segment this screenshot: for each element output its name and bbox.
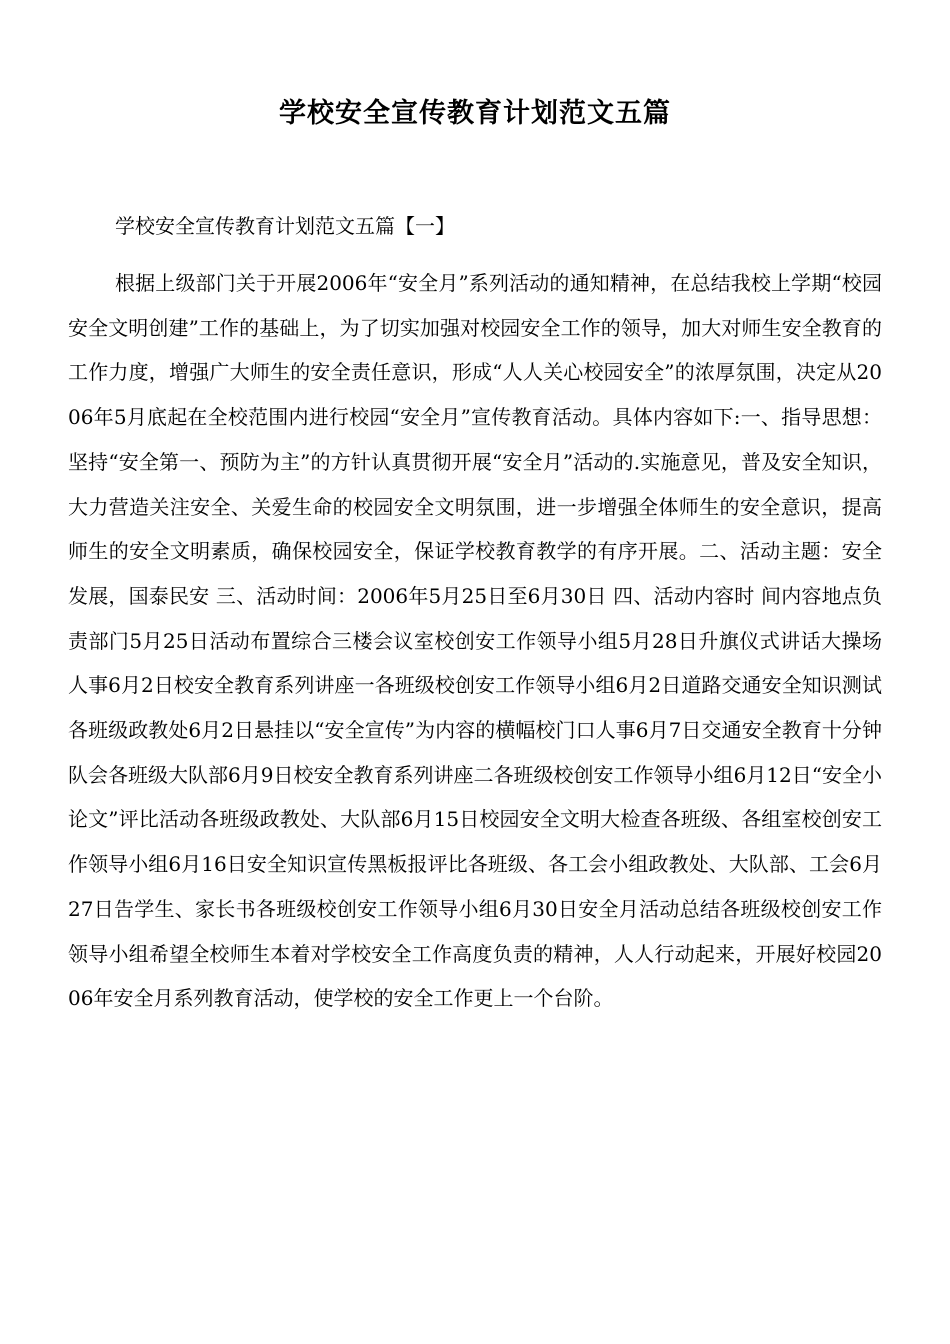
document-title: 学校安全宣传教育计划范文五篇 bbox=[279, 98, 671, 129]
body-paragraph: 根据上级部门关于开展2006年“安全月”系列活动的通知精神，在总结我校上学期“校园安全文明创建”工作的基础上，为了切实加强对校园安全工作的领导，加大对师生安全教育的工作力度，增强广大师生的安全责任意识，形成“人人关心校园安全”的浓厚氛围，决定从2006年5月底起在全校范围内进行校园“安全月”宣传教育活动。具体内容如下:一、指导思想：坚持“安全第一、预防为主”的方针认真贯彻开展“安全月”活动的.实施意见，普及安全知识，大力营造关注安全、关爱生命的校园安全文明氛围，进一步增强全体师生的安全意识，提高师生的安全文明素质，确保校园安全，保证学校教育教学的有序开展。二、活动主题：安全发展，国泰民安 三、活动时间：2006年5月25日至6月30日 四、活动内容时 间内容地点负责部门5月25日活动布置综合三楼会议室校创安工作领导小组5月28日升旗仪式讲话大操场人事6月2日校安全教育系列讲座一各班级校创安工作领导小组6月2日道路交通安全知识测试各班级政教处6月2日悬挂以“安全宣传”为内容的横幅校门口人事6月7日交通安全教育十分钟队会各班级大队部6月9日校安全教育系列讲座二各班级校创安工作领导小组6月12日“安全小论文”评比活动各班级政教处、大队部6月15日校园安全文明大检查各班级、各组室校创安工作领导小组6月16日安全知识宣传黑板报评比各班级、各工会小组政教处、大队部、工会6月27日告学生、家长书各班级校创安工作领导小组6月30日安全月活动总结各班级校创安工作领导小组希望全校师生本着对学校安全工作高度负责的精神，人人行动起来，开展好校园2006年安全月系列教育活动，使学校的安全工作更上一个台阶。 bbox=[68, 271, 882, 1011]
section-heading: 学校安全宣传教育计划范文五篇【一】 bbox=[115, 214, 455, 238]
